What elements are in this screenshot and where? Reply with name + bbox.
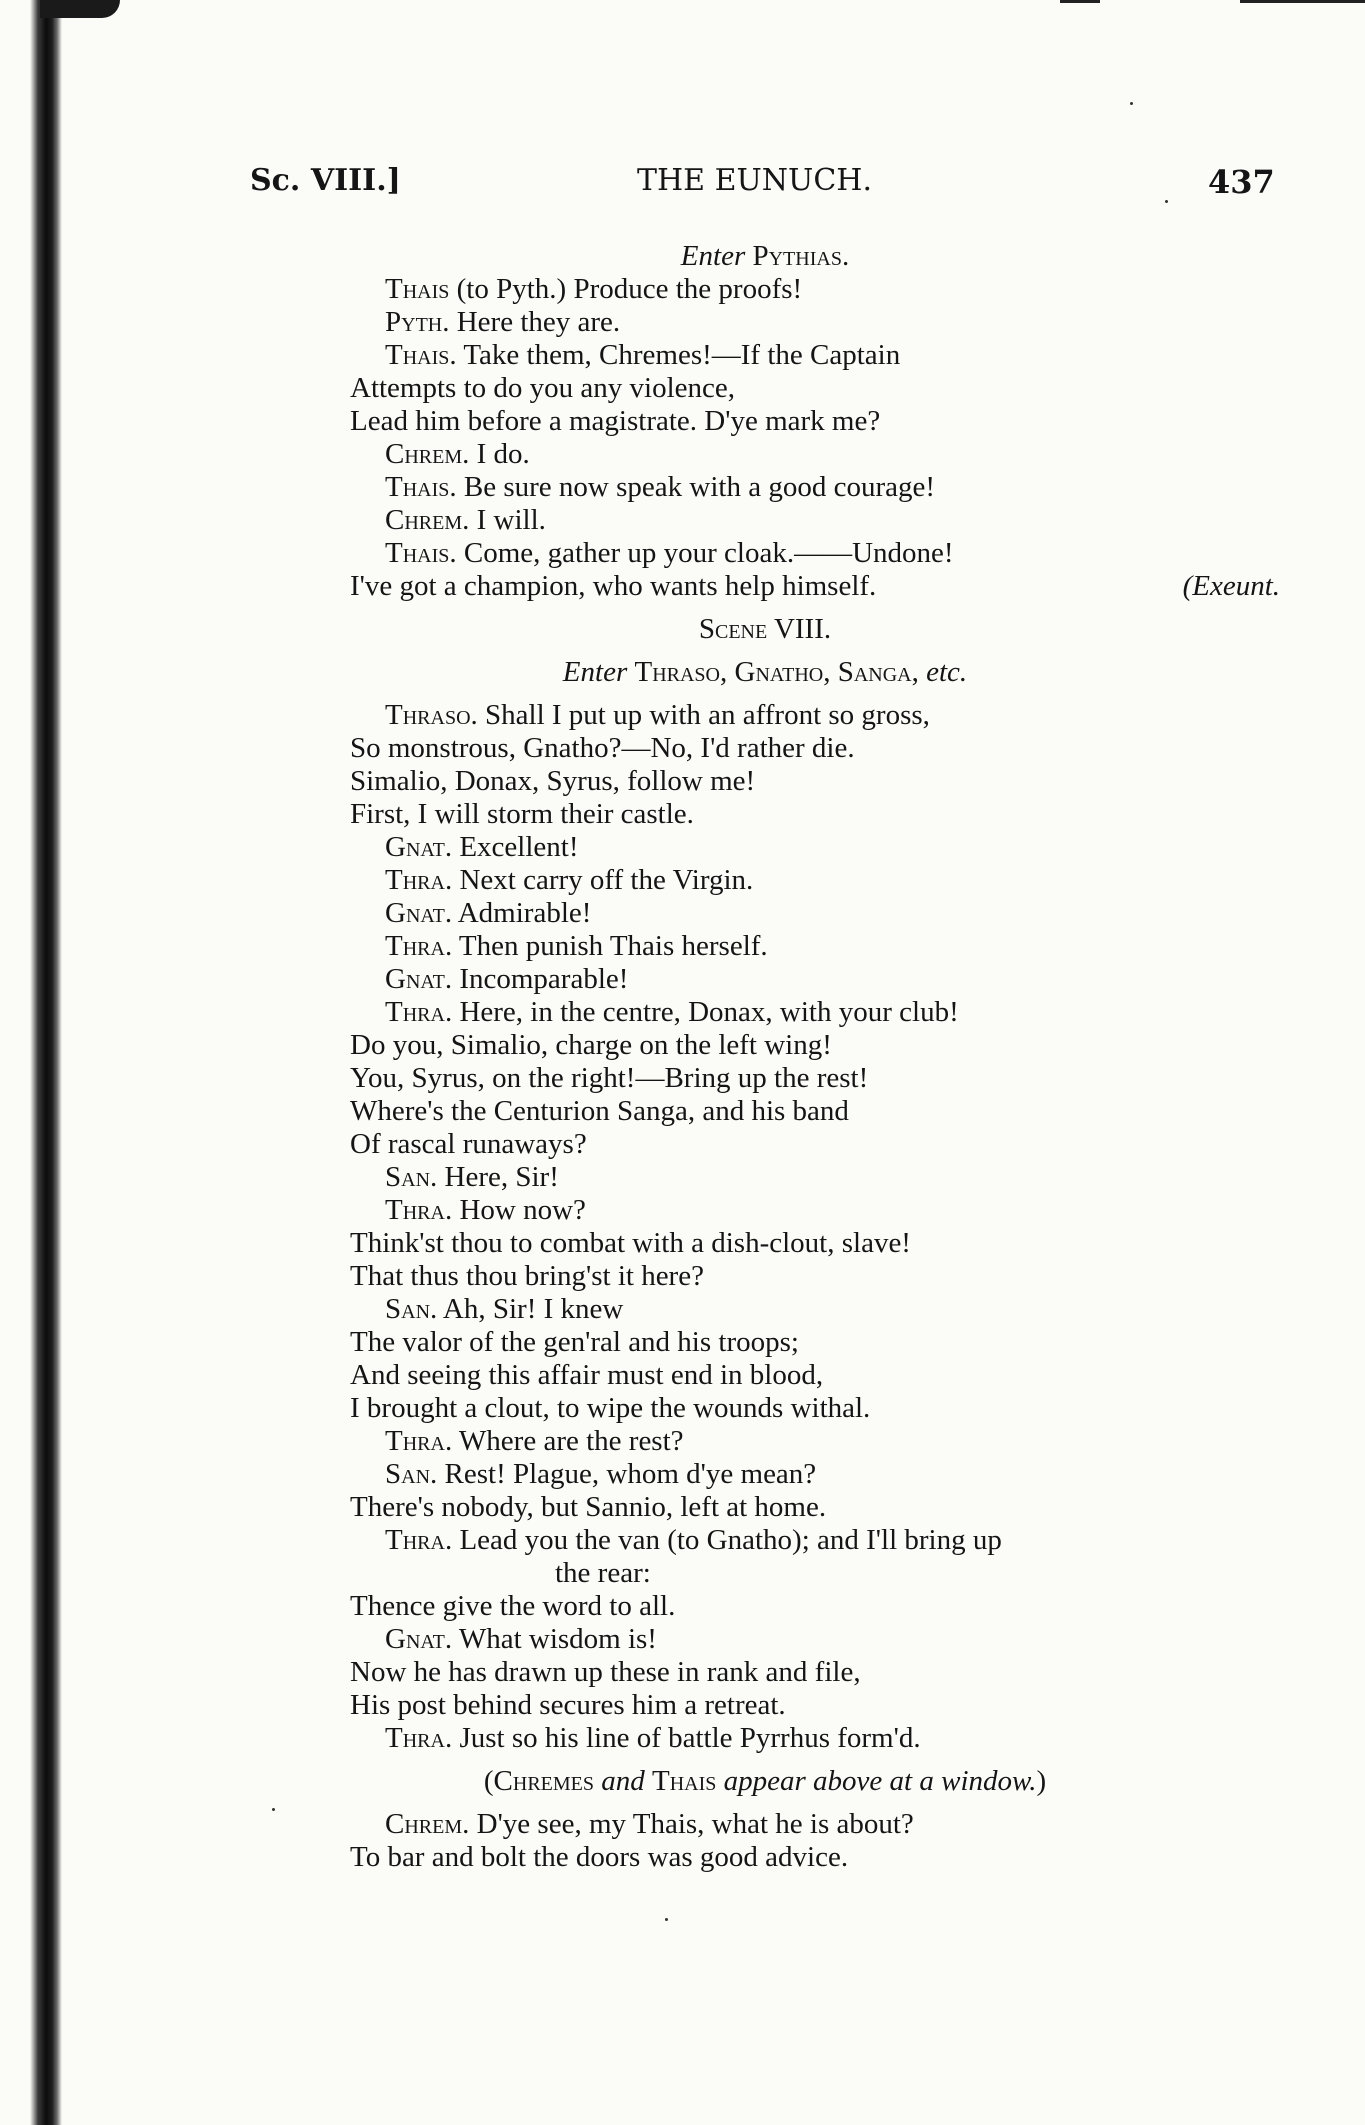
text-fragment	[716, 1765, 723, 1797]
exit-direction: (Exeunt.	[1182, 570, 1280, 602]
character-name: Sanga	[837, 656, 912, 688]
speech-text: Excellent!	[452, 831, 579, 863]
speaker-name: Gnat.	[385, 897, 453, 929]
speaker-name: San.	[385, 1161, 438, 1193]
verse-text: Do you, Simalio, charge on the left wing!	[350, 1029, 832, 1061]
italic-text: Enter	[680, 240, 753, 272]
speech-text: Shall I put up with an affront so gross,	[477, 699, 930, 731]
verse-line	[350, 1689, 1280, 1722]
speech-text: Here, in the centre, Donax, with your club!	[452, 996, 959, 1028]
verse-text: Simalio, Donax, Syrus, follow me!	[350, 765, 756, 797]
section-reference: Sc. VIII.]	[250, 163, 401, 198]
verse-text: His post behind secures him a retreat.	[350, 1689, 786, 1721]
speech-line	[350, 699, 1280, 732]
verse-line	[350, 1326, 1280, 1359]
speech-text: I will.	[469, 504, 546, 536]
speaker-name: Thra.	[385, 864, 453, 896]
verse-line	[350, 798, 1280, 831]
speech-line	[350, 306, 1280, 339]
speech-text: Where are the rest?	[452, 1425, 684, 1457]
speech-text: D'ye see, my Thais, what he is about?	[469, 1808, 914, 1840]
speech-line	[350, 1425, 1280, 1458]
speaker-name: San.	[385, 1458, 438, 1490]
italic-text: etc.	[926, 656, 968, 688]
speaker-name: Thra.	[385, 996, 453, 1028]
running-title: THE EUNUCH.	[637, 163, 872, 198]
speaker-name: San.	[385, 1293, 438, 1325]
speech-text: Just so his line of battle Pyrrhus form'd.	[452, 1722, 921, 1754]
speech-text: Come, gather up your cloak.——Undone!	[456, 537, 954, 569]
speech-text: Admirable!	[452, 897, 592, 929]
verse-text: The valor of the gen'ral and his troops;	[350, 1326, 799, 1358]
scene-heading: Scene VIII.	[698, 613, 832, 645]
verse-line	[350, 1656, 1280, 1689]
speaker-name: Pyth.	[385, 306, 450, 338]
verse-line	[350, 1590, 1280, 1623]
book-spine-shadow	[0, 0, 62, 2125]
verse-line	[350, 372, 1280, 405]
verse-text: Of rascal runaways?	[350, 1128, 587, 1160]
character-name: Pythias	[752, 240, 842, 272]
text-fragment: ,	[911, 656, 927, 688]
text-fragment: ,	[823, 656, 838, 688]
speaker-name: Thais.	[385, 339, 457, 371]
speaker-name: Chrem.	[385, 1808, 470, 1840]
verse-text: First, I will storm their castle.	[350, 798, 694, 830]
verse-continuation: the rear:	[555, 1557, 651, 1589]
speech-text: Be sure now speak with a good courage!	[456, 471, 935, 503]
spine-top-shadow	[40, 0, 120, 18]
speech-text: Lead you the van (to Gnatho); and I'll bring up	[452, 1524, 1002, 1556]
verse-line	[350, 1062, 1280, 1095]
speech-text: What wisdom is!	[452, 1623, 657, 1655]
verse-text: I've got a champion, who wants help himself.	[350, 570, 877, 602]
speaker-name: Thra.	[385, 1425, 453, 1457]
verse-text: Now he has drawn up these in rank and file,	[350, 1656, 861, 1688]
verse-text: And seeing this affair must end in blood,	[350, 1359, 824, 1391]
speech-line	[350, 273, 1280, 306]
speech-line	[350, 1722, 1280, 1755]
speech-text: I do.	[469, 438, 530, 470]
speech-line	[350, 1458, 1280, 1491]
verse-text: To bar and bolt the doors was good advice.	[350, 1841, 849, 1873]
speech-text: Here, Sir!	[437, 1161, 559, 1193]
speech-line	[350, 1293, 1280, 1326]
verse-text: There's nobody, but Sannio, left at home.	[350, 1491, 827, 1523]
speaker-name: Gnat.	[385, 831, 453, 863]
stage-direction	[350, 240, 1180, 273]
text-fragment: ,	[720, 656, 735, 688]
italic-text: Enter	[562, 656, 635, 688]
speech-text: Take them, Chremes!—If the Captain	[456, 339, 901, 371]
speech-line	[350, 864, 1280, 897]
speaker-name: Thais.	[385, 471, 457, 503]
speech-line	[350, 930, 1280, 963]
speaker-name: Thais	[385, 273, 450, 305]
verse-text: That thus thou bring'st it here?	[350, 1260, 704, 1292]
page-number: 437	[1208, 163, 1275, 201]
verse-line	[350, 1260, 1280, 1293]
speech-text: Incomparable!	[452, 963, 629, 995]
text-fragment	[645, 1765, 652, 1797]
speaker-name: Chrem.	[385, 438, 470, 470]
character-name: Thraso	[634, 656, 720, 688]
speech-line	[350, 996, 1280, 1029]
play-text	[350, 240, 1280, 1874]
speech-text: (to Pyth.) Produce the proofs!	[449, 273, 803, 305]
text-fragment: .	[841, 240, 850, 272]
verse-line	[350, 570, 1280, 603]
verse-text: Attempts to do you any violence,	[350, 372, 735, 404]
verse-line	[350, 1491, 1280, 1524]
running-header	[0, 163, 1365, 213]
verse-line	[350, 1392, 1280, 1425]
print-speck	[1130, 102, 1133, 105]
speech-text: Here they are.	[449, 306, 621, 338]
speaker-name: Thra.	[385, 930, 453, 962]
speech-line	[350, 537, 1280, 570]
speaker-name: Thais.	[385, 537, 457, 569]
speaker-name: Thra.	[385, 1194, 453, 1226]
speech-text: Rest! Plague, whom d'ye mean?	[437, 1458, 817, 1490]
verse-text: Where's the Centurion Sanga, and his band	[350, 1095, 849, 1127]
print-speck	[665, 1918, 668, 1921]
italic-text: and	[601, 1765, 645, 1797]
speaker-name: Thra.	[385, 1722, 453, 1754]
speech-line	[350, 1524, 1280, 1557]
verse-line	[350, 1841, 1280, 1874]
verse-text: Lead him before a magistrate. D'ye mark me?	[350, 405, 881, 437]
italic-text: appear above at a window.	[723, 1765, 1037, 1797]
speech-line	[350, 339, 1280, 372]
speech-line	[350, 438, 1280, 471]
verse-line	[350, 1128, 1280, 1161]
top-edge-mark	[1240, 0, 1365, 3]
verse-text: I brought a clout, to wipe the wounds withal.	[350, 1392, 871, 1424]
character-name: Gnatho	[734, 656, 824, 688]
speech-text: Next carry off the Virgin.	[452, 864, 754, 896]
verse-line	[350, 765, 1280, 798]
speaker-name: Gnat.	[385, 963, 453, 995]
text-fragment: (	[483, 1765, 494, 1797]
verse-line	[350, 1359, 1280, 1392]
speaker-name: Gnat.	[385, 1623, 453, 1655]
speech-line	[350, 504, 1280, 537]
speech-text: Ah, Sir! I knew	[437, 1293, 624, 1325]
text-fragment: )	[1036, 1765, 1047, 1797]
speech-line	[350, 1194, 1280, 1227]
speech-line	[350, 1623, 1280, 1656]
print-speck	[272, 1808, 275, 1811]
verse-text: Thence give the word to all.	[350, 1590, 676, 1622]
speaker-name: Thra.	[385, 1524, 453, 1556]
verse-line	[350, 1029, 1280, 1062]
verse-line	[350, 732, 1280, 765]
speech-line	[350, 1161, 1280, 1194]
speech-line	[350, 1808, 1280, 1841]
top-edge-mark	[1060, 0, 1100, 3]
speaker-name: Thraso.	[385, 699, 478, 731]
verse-line	[350, 405, 1280, 438]
verse-text: So monstrous, Gnatho?—No, I'd rather die.	[350, 732, 855, 764]
speech-line	[350, 831, 1280, 864]
character-name: Thais	[652, 1765, 717, 1797]
character-name: Chremes	[493, 1765, 594, 1797]
verse-line	[350, 1095, 1280, 1128]
verse-text: Think'st thou to combat with a dish-clout, slave!	[350, 1227, 911, 1259]
stage-direction	[350, 1765, 1180, 1798]
speech-line	[350, 897, 1280, 930]
verse-line	[350, 1227, 1280, 1260]
verse-text: You, Syrus, on the right!—Bring up the rest!	[350, 1062, 869, 1094]
speech-line	[350, 471, 1280, 504]
speaker-name: Chrem.	[385, 504, 470, 536]
speech-line	[350, 963, 1280, 996]
speech-text: How now?	[452, 1194, 586, 1226]
speech-text: Then punish Thais herself.	[452, 930, 768, 962]
stage-direction	[350, 656, 1180, 689]
